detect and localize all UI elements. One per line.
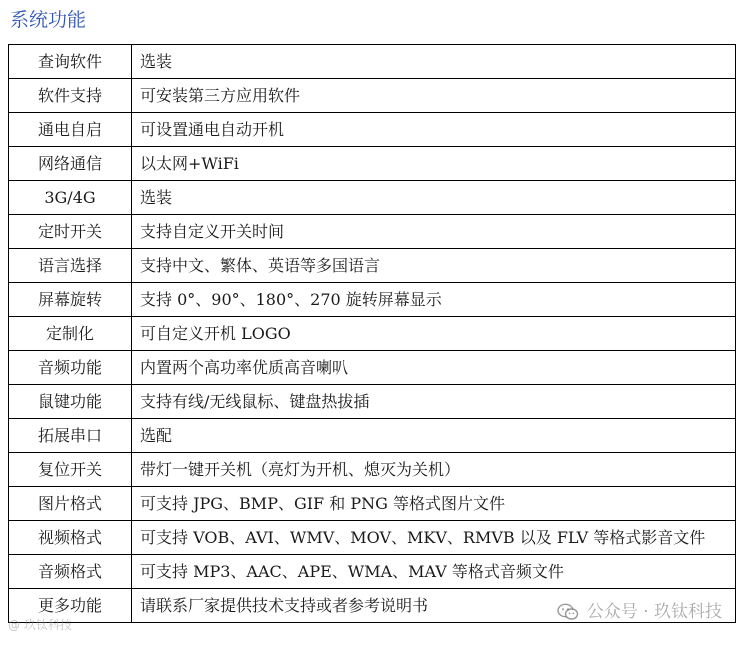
table-row: [9, 351, 736, 385]
feature-value: 支持中文、繁体、英语等多国语言: [132, 249, 736, 283]
feature-value: 带灯一键开关机（亮灯为开机、熄灭为关机）: [132, 453, 736, 487]
table-row: [9, 113, 736, 147]
feature-name: 音频功能: [9, 351, 132, 385]
watermark-left: @ 玖钛科技: [8, 618, 72, 632]
feature-name: 定时开关: [9, 215, 132, 249]
feature-value: 可支持 VOB、AVI、WMV、MOV、MKV、RMVB 以及 FLV 等格式影音文件: [132, 521, 736, 555]
feature-name: 网络通信: [9, 147, 132, 181]
feature-value: 可设置通电自动开机: [132, 113, 736, 147]
feature-name: 通电自启: [9, 113, 132, 147]
feature-name: 软件支持: [9, 79, 132, 113]
table-row: [9, 589, 736, 623]
section-title: 系统功能: [10, 9, 87, 31]
table-row: [9, 555, 736, 589]
table-row: [9, 283, 736, 317]
feature-value: 选装: [132, 45, 736, 79]
feature-name: 查询软件: [9, 45, 132, 79]
table-row: [9, 419, 736, 453]
feature-value: 选装: [132, 181, 736, 215]
feature-name: 复位开关: [9, 453, 132, 487]
feature-name: 屏幕旋转: [9, 283, 132, 317]
feature-name: 鼠键功能: [9, 385, 132, 419]
table-row: [9, 45, 736, 79]
table-row: [9, 215, 736, 249]
feature-value: 内置两个高功率优质高音喇叭: [132, 351, 736, 385]
feature-value: 以太网+WiFi: [132, 147, 736, 181]
feature-name: 图片格式: [9, 487, 132, 521]
feature-value: 可自定义开机 LOGO: [132, 317, 736, 351]
table-row: [9, 147, 736, 181]
feature-value: 选配: [132, 419, 736, 453]
feature-name: 音频格式: [9, 555, 132, 589]
feature-value: 可支持 MP3、AAC、APE、WMA、MAV 等格式音频文件: [132, 555, 736, 589]
feature-value: 支持 0°、90°、180°、270 旋转屏幕显示: [132, 283, 736, 317]
table-row: [9, 453, 736, 487]
table-row: [9, 181, 736, 215]
feature-value: 可支持 JPG、BMP、GIF 和 PNG 等格式图片文件: [132, 487, 736, 521]
feature-name: 语言选择: [9, 249, 132, 283]
table-row: [9, 521, 736, 555]
table-row: [9, 317, 736, 351]
table-row: [9, 79, 736, 113]
feature-name: 视频格式: [9, 521, 132, 555]
table-row: [9, 249, 736, 283]
feature-name: 3G/4G: [9, 181, 132, 215]
feature-value: 请联系厂家提供技术支持或者参考说明书: [132, 589, 736, 623]
system-features-table: [8, 44, 736, 623]
feature-value: 可安装第三方应用软件: [132, 79, 736, 113]
table-row: [9, 487, 736, 521]
feature-name: 定制化: [9, 317, 132, 351]
feature-name: 更多功能: [9, 589, 132, 623]
watermark-right-text: 公众号 · 玖钛科技: [586, 602, 722, 622]
table-row: [9, 385, 736, 419]
feature-value: 支持自定义开关时间: [132, 215, 736, 249]
feature-value: 支持有线/无线鼠标、键盘热拔插: [132, 385, 736, 419]
feature-name: 拓展串口: [9, 419, 132, 453]
